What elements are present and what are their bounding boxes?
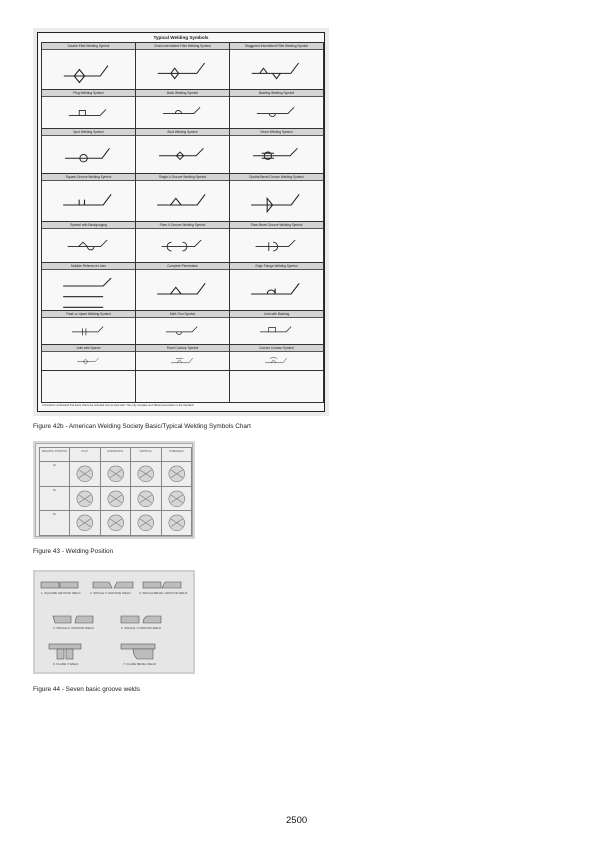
position-diagram	[70, 511, 100, 535]
symbol-cell-title: Seam Welding Symbol	[230, 129, 323, 136]
groove-weld-label: 6. FLARE V WELD	[53, 662, 79, 666]
position-column-header-label: OVERHEAD	[168, 450, 184, 453]
groove-welds-figure	[33, 570, 195, 674]
welding-symbol-diagram	[42, 229, 135, 262]
symbol-cell	[42, 263, 136, 311]
symbol-cell	[136, 174, 230, 222]
symbol-cell-title: Stud Welding Symbol	[136, 129, 229, 136]
groove-welds-drawing	[35, 572, 193, 672]
position-diagram	[101, 487, 131, 511]
groove-welds-frame	[35, 572, 193, 672]
position-row-header-label: 1G	[52, 464, 57, 467]
symbol-cell-title: Convex Contour Symbol	[230, 345, 323, 352]
position-diagram	[70, 462, 100, 486]
symbol-cell	[230, 90, 324, 129]
groove-weld-label: 4. SINGLE U GROOVE WELD	[53, 626, 94, 630]
position-diagram-cell	[162, 462, 193, 487]
welding-symbol-diagram	[230, 352, 323, 370]
chart-note: It should be understood that these charts are intended only as shop aids. The only complete and official presentation is the standard.	[42, 404, 195, 407]
figure-43-caption: Figure 43 - Welding Position	[33, 548, 114, 555]
symbol-cell-title: Edge Flange Welding Symbol	[230, 263, 323, 270]
position-diagram-cell	[131, 511, 162, 536]
welding-symbol-diagram	[42, 352, 135, 370]
symbol-cell	[230, 311, 324, 345]
position-diagram	[162, 511, 192, 535]
welding-symbol-diagram	[42, 270, 135, 310]
groove-weld-label: 3. SINGLE BEVEL GROOVE WELD	[139, 591, 188, 595]
position-diagram-cell	[101, 487, 132, 512]
position-column-header	[70, 448, 101, 462]
symbol-cell	[136, 222, 230, 263]
position-row-header-label: 3G	[52, 513, 57, 517]
symbol-cell-title: Flare-Bevel-Groove Welding Symbol	[230, 222, 323, 229]
position-column-header-label: VERTICAL	[139, 450, 153, 453]
welding-symbol-diagram	[42, 50, 135, 89]
position-diagram-cell	[70, 511, 101, 536]
groove-weld-label: 1. SQUARE GROOVE WELD	[41, 591, 81, 595]
position-column-header	[131, 448, 162, 462]
symbol-cell	[136, 371, 230, 403]
position-column-header	[101, 448, 132, 462]
position-column-header-label: HORIZONTAL	[106, 450, 124, 453]
welding-symbol-diagram	[136, 352, 229, 370]
symbol-cell-title: Flash or Upset Welding Symbol	[42, 311, 135, 318]
symbol-cell-title: Flare-V-Groove Welding Symbol	[136, 222, 229, 229]
position-column-header	[162, 448, 193, 462]
position-diagram-cell	[101, 511, 132, 536]
symbol-cell-title: Back Welding Symbol	[136, 90, 229, 97]
position-row-header	[40, 511, 70, 536]
symbol-cell-title: Joint with Spacer	[42, 345, 135, 352]
groove-weld-label: 2. SINGLE V GROOVE WELD	[90, 591, 131, 595]
welding-symbol-diagram	[230, 136, 323, 173]
symbol-cell	[42, 43, 136, 90]
welding-symbol-diagram	[230, 318, 323, 344]
position-diagram-cell	[131, 462, 162, 487]
symbol-cell	[230, 222, 324, 263]
page-number: 2500	[286, 815, 308, 826]
symbol-grid	[41, 42, 324, 403]
symbol-cell-title: Symbol with Backgouging	[42, 222, 135, 229]
welding-symbols-chart	[33, 28, 329, 416]
welding-symbol-diagram	[136, 97, 229, 128]
symbol-cell	[136, 129, 230, 174]
position-header	[40, 448, 70, 462]
symbol-cell	[136, 311, 230, 345]
position-diagram-cell	[131, 487, 162, 512]
symbol-cell	[136, 43, 230, 90]
symbol-cell-title: Multiple Reference Lines	[42, 263, 135, 270]
symbol-cell	[136, 90, 230, 129]
position-diagram-cell	[101, 462, 132, 487]
chart-title: Typical Welding Symbols	[153, 35, 209, 40]
symbol-cell-title: Double-Fillet Welding Symbol	[42, 43, 135, 50]
symbol-cell	[230, 371, 324, 403]
symbol-cell-title: Single-V-Groove Welding Symbol	[136, 174, 229, 181]
position-header-label: WELDING POSITION	[41, 450, 68, 453]
symbol-cell	[136, 263, 230, 311]
welding-symbol-diagram	[230, 181, 323, 221]
symbol-cell-title: Melt-Thru Symbol	[136, 311, 229, 318]
symbol-cell-title: Double-Bevel-Groove Welding Symbol	[230, 174, 323, 181]
symbol-cell	[42, 174, 136, 222]
position-diagram	[162, 462, 192, 486]
symbol-cell	[230, 129, 324, 174]
position-row-header	[40, 487, 70, 512]
welding-symbol-diagram	[42, 181, 135, 221]
welding-position-grid	[39, 447, 192, 536]
symbol-cell-title: Square-Groove Welding Symbol	[42, 174, 135, 181]
welding-symbol-diagram	[42, 97, 135, 128]
position-row-header-label: 2G	[52, 488, 57, 492]
welding-position-figure	[33, 441, 195, 539]
figure-44-caption: Figure 44 - Seven basic groove welds	[33, 686, 140, 693]
symbol-cell	[42, 311, 136, 345]
welding-symbol-diagram	[136, 136, 229, 173]
symbol-cell-title: Flush Contour Symbol	[136, 345, 229, 352]
welding-symbol-diagram	[136, 50, 229, 89]
position-diagram-cell	[70, 462, 101, 487]
welding-symbol-diagram	[230, 229, 323, 262]
welding-symbol-diagram	[136, 181, 229, 221]
welding-symbol-diagram	[42, 136, 135, 173]
groove-weld-label: 7. FLARE BEVEL WELD	[123, 662, 156, 666]
position-diagram	[70, 487, 100, 511]
symbol-cell-title: Joint with Backing	[230, 311, 323, 318]
position-diagram	[101, 511, 131, 535]
position-diagram	[101, 462, 131, 486]
symbol-cell	[42, 222, 136, 263]
symbol-cell	[42, 90, 136, 129]
chart-frame	[37, 32, 325, 412]
symbol-cell-title: Plug Welding Symbol	[42, 90, 135, 97]
welding-symbol-diagram	[136, 318, 229, 344]
welding-symbol-diagram	[230, 97, 323, 128]
symbol-cell-title: Chain Intermittent Fillet Welding Symbol	[136, 43, 229, 50]
symbol-cell	[42, 371, 136, 403]
position-diagram-cell	[162, 511, 193, 536]
symbol-cell	[230, 174, 324, 222]
position-column-header-label: FLAT	[81, 450, 88, 453]
symbol-cell-title: Spot Welding Symbol	[42, 129, 135, 136]
groove-weld-label: 5. SINGLE J GROOVE WELD	[121, 626, 162, 630]
symbol-cell-title: Complete Penetration	[136, 263, 229, 270]
position-diagram-cell	[70, 487, 101, 512]
welding-symbol-diagram	[136, 229, 229, 262]
position-diagram	[131, 511, 161, 535]
position-diagram	[131, 462, 161, 486]
welding-symbol-diagram	[230, 270, 323, 310]
position-diagram-cell	[162, 487, 193, 512]
symbol-cell-title: Staggered Intermittent Fillet Welding Symbol	[230, 43, 323, 50]
figure-42b-caption: Figure 42b - American Welding Society Basic/Typical Welding Symbols Chart	[33, 423, 251, 430]
symbol-cell	[42, 129, 136, 174]
welding-symbol-diagram	[42, 318, 135, 344]
welding-symbol-diagram	[230, 50, 323, 89]
symbol-cell	[42, 345, 136, 371]
position-row-header	[40, 462, 70, 487]
symbol-cell	[230, 43, 324, 90]
symbol-cell	[230, 263, 324, 311]
symbol-cell	[230, 345, 324, 371]
symbol-cell	[136, 345, 230, 371]
position-diagram	[131, 487, 161, 511]
symbol-cell-title: Backing Welding Symbol	[230, 90, 323, 97]
position-diagram	[162, 487, 192, 511]
welding-position-frame	[35, 443, 193, 537]
welding-symbol-diagram	[136, 270, 229, 310]
